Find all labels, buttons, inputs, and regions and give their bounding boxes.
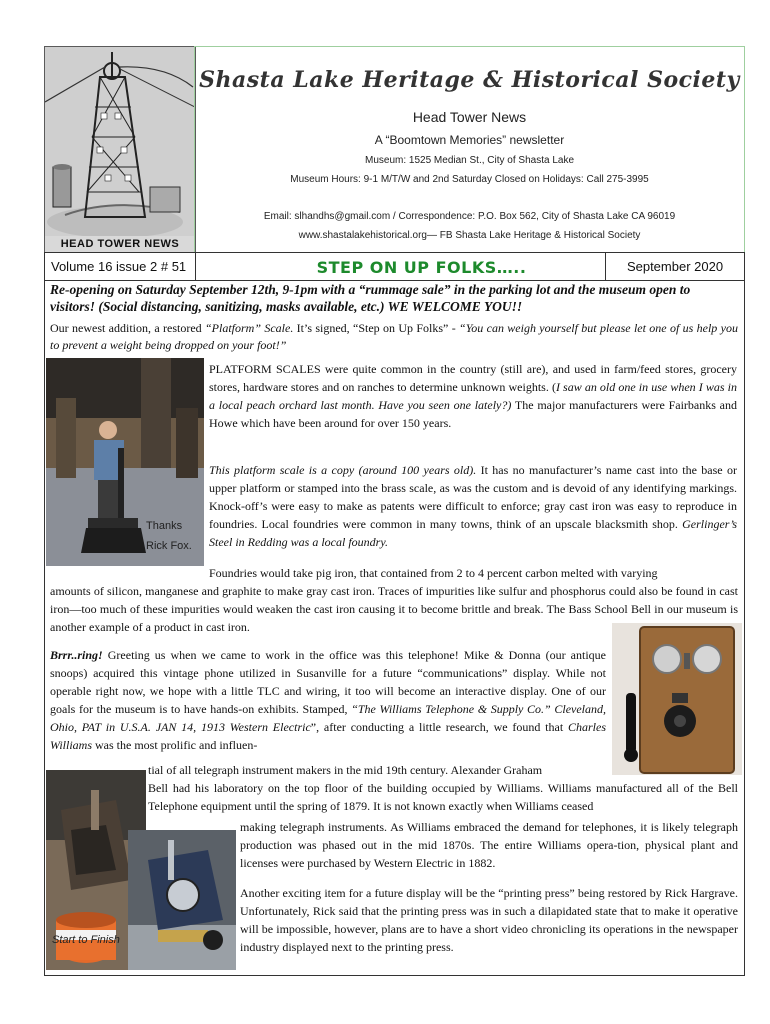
copy-scale-paragraph <box>209 461 737 551</box>
foundries-line-1: Foundries would take pig iron, that contained from 2 to 4 percent carbon melted with varying <box>209 566 658 580</box>
p1-text-2: The major manufacturers were Fairbanks and Howe which have been around for over 150 years. <box>209 398 738 430</box>
platform-scale-photo <box>46 358 204 566</box>
society-name: Shasta Lake Heritage & Historical Society <box>199 67 740 93</box>
intro-quote: “You can weigh yourself but please let one of us help you to prevent a weight being dropped on your foot!” <box>50 321 738 352</box>
p4-text-2: ”, after conducting a little research, we found that <box>310 720 568 734</box>
scale-caption-2: Rick Fox. <box>146 540 192 552</box>
foundries-paragraph: amounts of silicon, manganese and graphite to make gray cast iron. Traces of impurities like sulfur and phosphorus could also be found in cast iron—too much of these impurities would weaken the cast iron causing it to become brittle and break. The Bass School Bell in our museum is another example of a product in cast iron. <box>50 584 738 634</box>
printing-press-after-photo <box>128 830 236 970</box>
intro-text: Our newest addition, a restored <box>50 321 205 335</box>
museum-hours: Museum Hours: 9-1 M/T/W and 2nd Saturday Closed on Holidays: Call 275-3995 <box>290 174 649 185</box>
vintage-telephone-photo <box>612 623 742 775</box>
p1-aside: I saw an old one in use when I was in a local peach orchard last month. Have you seen one lately?) <box>209 380 737 412</box>
contact-email[interactable]: Email: slhandhs@gmail.com / Correspondence: P.O. Box 562, City of Shasta Lake CA 96019 <box>263 211 676 222</box>
headline: STEP ON UP FOLKS….. <box>316 258 527 277</box>
museum-address: Museum: 1525 Median St., City of Shasta Lake <box>365 155 574 166</box>
newsletter-subtitle: A “Boomtown Memories” newsletter <box>374 133 565 147</box>
masthead <box>194 46 745 253</box>
williams-line-1: tial of all telegraph instrument makers in the mid 19th century. Alexander Graham <box>148 763 543 777</box>
reopening-announcement: Re-opening on Saturday September 12th, 9-1pm with a “rummage sale” in the parking lot and the museum open to visitors! (Social distancing, sanitizing, masks available, etc.) WE WELCOME YOU!! <box>50 282 691 314</box>
website-link[interactable]: www.shastalakehistorical.org— FB Shasta Lake Heritage & Historical Society <box>298 230 641 241</box>
printing-press-paragraph: Another exciting item for a future display will be the “printing press” being restored by Rick Hargrave. Unfortunately, Rick said that the printing press was in such a dilapidated state that to make it operative will be impossible, however, plans are to have a short video chronicling its operations in the newspaper industry displayed next to the printing press. <box>240 886 738 954</box>
newsletter-title: Head Tower News <box>412 109 527 125</box>
intro-text-2: It’s signed, “Step on Up Folks” - <box>293 321 460 335</box>
p4-text-3: was the most prolific and influen- <box>92 738 258 752</box>
logo-caption: HEAD TOWER NEWS <box>45 236 195 252</box>
p2-text: It has no manufacturer’s name cast into the base or upper platform or stamped into the brass scale, as was the custom and is devoid of any identifying markings. Knock-off’s were easy to make as patents were difficult to enforce; gray cast iron was easy to reproduce in foundries. Local foundries were common in many towns, think of an upscale blacksmith shop. <box>209 463 737 531</box>
scale-caption-1: Thanks <box>146 520 183 532</box>
intro-paragraph <box>50 320 738 354</box>
p4-stamp: “The Williams Telephone & Supply Co.” Cleveland, Ohio, PAT in U.S.A. JAN 14, 1913 Western Electric <box>50 702 607 734</box>
p2-lead: This platform scale is a copy (around 100 years old). <box>209 463 477 477</box>
p4-text: Greeting us when we came to work in the office was this telephone! Mike & Donna (our antique snoops) acquired this vintage phone utilized in Susanville for a future “communications” display. While not operable right now, we hope with a little TLC and wiring, it too will become an interactive display. One of our goals for the museum is to have hands-on exhibits. Stamped, <box>50 648 606 716</box>
volume-label: Volume 16 issue 2 # 51 <box>45 253 196 280</box>
intro-scale-name: “Platform” Scale. <box>204 321 294 335</box>
brrring-lead: Brrr..ring! <box>50 648 103 662</box>
platform-scales-paragraph <box>209 360 737 432</box>
p1-text: PLATFORM SCALES were quite common in the country (still are), and used in farm/feed stores, grocery stores, hardware stores and on ranches to determine unknown weights. ( <box>209 362 737 394</box>
williams-paragraph: making telegraph instruments. As Williams embraced the demand for telephones, it is likely telegraph production was phased out in the mid 1870s. The entire Williams opera-tion, physical plant and licenses were purchased by Western Electric in 1882. <box>240 820 738 870</box>
issue-bar <box>44 252 745 281</box>
head-tower-logo <box>44 46 196 253</box>
p4-name: Charles Williams <box>50 720 606 752</box>
p2-foundry: Gerlinger’s Steel in Redding was a local foundry. <box>209 517 737 549</box>
head-tower-illustration <box>45 47 195 237</box>
press-caption: Start to Finish <box>52 934 120 946</box>
williams-line-2: Bell had his laboratory on the top floor of the building occupied by Williams. Williams manufactured all of the Bell Telephone equipment until the spring of 1879. It is not known exactly when Williams ceased <box>148 781 738 813</box>
issue-date: September 2020 <box>605 253 744 280</box>
telephone-paragraph <box>50 646 606 754</box>
